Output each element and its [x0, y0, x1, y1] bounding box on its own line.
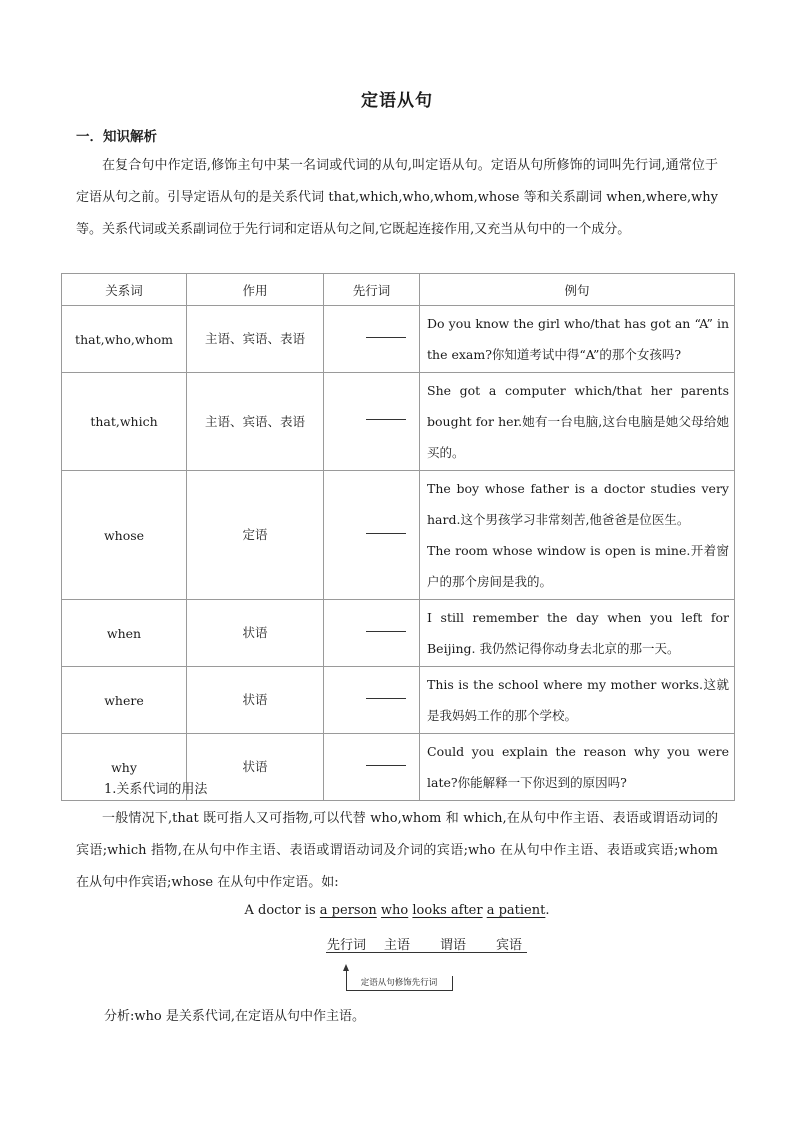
relative-word-cell: where — [62, 667, 187, 734]
table-row — [62, 600, 735, 667]
header-relative-word: 关系词 — [62, 274, 187, 306]
role-label-verb: 谓语 — [440, 938, 467, 953]
section-heading: 一．知识解析 — [76, 129, 157, 145]
example-text: A doctor is — [244, 903, 320, 918]
example-object: a patient — [486, 903, 546, 918]
antecedent-cell — [324, 373, 420, 471]
example-period: . — [545, 903, 550, 918]
blank-line — [366, 533, 406, 534]
example-sentence-2: The room whose window is open is mine.开着窗户的那个房间是我的。 — [427, 543, 729, 589]
relative-word-cell: why — [62, 734, 187, 801]
function-cell: 状语 — [187, 600, 324, 667]
relative-words-table — [61, 273, 735, 801]
example-subject: who — [380, 903, 409, 918]
arrow-note: 定语从句修饰先行词 — [346, 976, 453, 991]
table-header-row — [62, 274, 735, 306]
example-sentence — [0, 903, 794, 918]
table-row — [62, 373, 735, 471]
header-function: 作用 — [187, 274, 324, 306]
table-row — [62, 471, 735, 600]
example-cell: Do you know the girl who/that has got an “A” in the exam?你知道考试中得“A”的那个女孩吗? — [420, 306, 735, 373]
role-label-antecedent: 先行词 — [327, 938, 367, 953]
usage-paragraph: 一般情况下,that 既可指人又可指物,可以代替 who,whom 和 which,在从句中作主语、表语或谓语动词的宾语;which 指物,在从句中作主语、表语或谓语动词及介词的宾语;who 在从句中作主语、表语或宾语;whom 在从句中作宾语;whose 在从句中作定语。如: — [76, 811, 719, 890]
example-cell: I still remember the day when you left for Beijing. 我仍然记得你动身去北京的那一天。 — [420, 600, 735, 667]
table-row — [62, 667, 735, 734]
intro-paragraph: 在复合句中作定语,修饰主句中某一名词或代词的从句,叫定语从句。定语从句所修饰的词叫先行词,通常位于定语从句之前。引导定语从句的是关系代词 that,which,who,whom,whose 等和关系副词 when,where,why 等。关系代词或关系副词位于先行词和定语从句之间,它既起连接作用,又充当从句中的一个成分。 — [76, 158, 718, 237]
antecedent-cell — [324, 667, 420, 734]
table-row — [62, 306, 735, 373]
analysis-text: 分析:who 是关系代词,在定语从句中作主语。 — [104, 1009, 365, 1024]
example-cell — [420, 471, 735, 600]
antecedent-cell — [324, 306, 420, 373]
relative-word-cell: when — [62, 600, 187, 667]
example-cell: This is the school where my mother works.这就是我妈妈工作的那个学校。 — [420, 667, 735, 734]
header-antecedent: 先行词 — [324, 274, 420, 306]
example-antecedent: a person — [319, 903, 377, 918]
blank-line — [366, 765, 406, 766]
role-label-object: 宾语 — [496, 938, 523, 953]
usage-heading: 1.关系代词的用法 — [104, 782, 208, 797]
antecedent-cell — [324, 471, 420, 600]
role-label-subject: 主语 — [384, 938, 411, 953]
role-underline — [326, 952, 527, 953]
example-verb: looks after — [412, 903, 483, 918]
blank-line — [366, 419, 406, 420]
antecedent-cell — [324, 600, 420, 667]
page-title: 定语从句 — [361, 91, 433, 111]
relative-word-cell: that,who,whom — [62, 306, 187, 373]
function-cell: 状语 — [187, 667, 324, 734]
header-example: 例句 — [420, 274, 735, 306]
relative-word-cell: that,which — [62, 373, 187, 471]
antecedent-cell — [324, 734, 420, 801]
function-cell: 主语、宾语、表语 — [187, 373, 324, 471]
blank-line — [366, 698, 406, 699]
example-sentence-1: The boy whose father is a doctor studies very hard.这个男孩学习非常刻苦,他爸爸是位医生。 — [427, 481, 729, 527]
function-cell: 状语 — [187, 734, 324, 801]
example-cell: She got a computer which/that her parents bought for her.她有一台电脑,这台电脑是她父母给她买的。 — [420, 373, 735, 471]
relative-word-cell: whose — [62, 471, 187, 600]
example-cell: Could you explain the reason why you were late?你能解释一下你迟到的原因吗? — [420, 734, 735, 801]
function-cell: 主语、宾语、表语 — [187, 306, 324, 373]
blank-line — [366, 631, 406, 632]
blank-line — [366, 337, 406, 338]
function-cell: 定语 — [187, 471, 324, 600]
